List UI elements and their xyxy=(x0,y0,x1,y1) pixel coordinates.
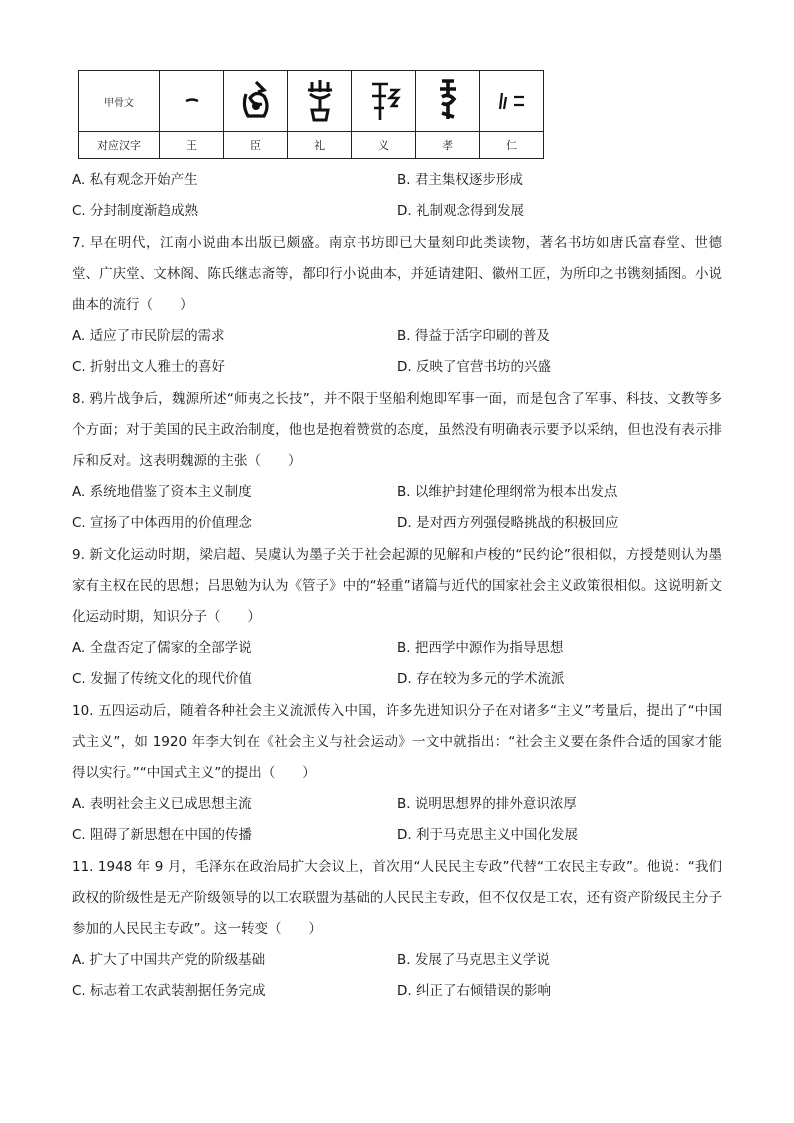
modern-char-row xyxy=(79,132,544,159)
char-cell: 王 xyxy=(160,132,224,159)
row-header-oracle: 甲骨文 xyxy=(79,71,160,132)
char-cell: 孝 xyxy=(416,132,480,159)
option-b: B. 以维护封建伦理纲常为根本出发点 xyxy=(397,484,618,500)
oracle-wang-glyph-icon xyxy=(172,81,212,121)
char-cell: 义 xyxy=(352,132,416,159)
option-c: C. 宣扬了中体西用的价值理念 xyxy=(72,515,253,531)
question-6-options xyxy=(72,165,722,227)
oracle-yi-glyph-icon xyxy=(364,76,404,126)
question-stem: 7. 早在明代，江南小说曲本出版已颇盛。南京书坊即已大量刻印此类读物，著名书坊如唐氏富春堂、世德堂、广庆堂、文林阁、陈氏继志斋等，都印行小说曲本，并延请建阳、徽州工匠，为所印之书镌刻插图。小说曲本的流行（ ） xyxy=(72,235,722,313)
option-c: C. 发掘了传统文化的现代价值 xyxy=(72,671,253,687)
question-10 xyxy=(72,696,722,851)
option-a: A. 全盘否定了儒家的全部学说 xyxy=(72,640,252,656)
question-stem: 9. 新文化运动时期，梁启超、吴虞认为墨子关于社会起源的见解和卢梭的“民约论”很相似，方授楚则认为墨家有主权在民的思想；吕思勉为认为《管子》中的“轻重”诸篇与近代的国家社会主义政策很相似。这说明新文化运动时期，知识分子（ ） xyxy=(72,547,722,625)
question-stem: 10. 五四运动后，随着各种社会主义流派传入中国，许多先进知识分子在对诸多“主义”考量后，提出了“中国式主义”，如 1920 年李大钊在《社会主义与社会运动》一文中就指出：“社会主义要在条件合适的国家才能得以实行。”“中国式主义”的提出（ ） xyxy=(72,703,722,781)
question-11 xyxy=(72,852,722,1007)
option-b: B. 得益于活字印刷的普及 xyxy=(397,328,550,344)
char-cell: 仁 xyxy=(480,132,544,159)
oracle-glyph-row xyxy=(79,71,544,132)
option-d: D. 利于马克思主义中国化发展 xyxy=(397,827,578,843)
question-9 xyxy=(72,540,722,695)
question-8 xyxy=(72,384,722,539)
question-stem: 11. 1948 年 9 月，毛泽东在政治局扩大会议上，首次用“人民民主专政”代替“工农民主专政”。他说：“我们政权的阶级性是无产阶级领导的以工农联盟为基础的人民民主专政，但不仅仅是工农，还有资产阶级民主分子参加的人民民主专政”。这一转变（ ） xyxy=(72,859,722,937)
option-a: A. 系统地借鉴了资本主义制度 xyxy=(72,484,252,500)
oracle-li-glyph-icon xyxy=(300,76,340,126)
option-d: D. 存在较为多元的学术流派 xyxy=(397,671,565,687)
option-c: C. 阻碍了新思想在中国的传播 xyxy=(72,827,253,843)
option-b: B. 君主集权逐步形成 xyxy=(397,172,523,188)
option-b: B. 说明思想界的排外意识浓厚 xyxy=(397,796,577,812)
option-d: D. 反映了官营书坊的兴盛 xyxy=(397,359,551,375)
option-a: A. 表明社会主义已成思想主流 xyxy=(72,796,252,812)
oracle-ren-glyph-icon xyxy=(492,81,532,121)
option-d: D. 纠正了右倾错误的影响 xyxy=(397,983,551,999)
char-cell: 礼 xyxy=(288,132,352,159)
option-d: D. 礼制观念得到发展 xyxy=(397,203,524,219)
option-d: D. 是对西方列强侵略挑战的积极回应 xyxy=(397,515,619,531)
option-c: C. 标志着工农武装割据任务完成 xyxy=(72,983,266,999)
oracle-xiao-glyph-icon xyxy=(428,75,468,127)
option-a: A. 适应了市民阶层的需求 xyxy=(72,328,225,344)
option-c: C. 分封制度渐趋成熟 xyxy=(72,203,199,219)
char-cell: 臣 xyxy=(224,132,288,159)
option-b: B. 把西学中源作为指导思想 xyxy=(397,640,564,656)
question-stem: 8. 鸦片战争后，魏源所述“师夷之长技”，并不限于坚船利炮即军事一面，而是包含了军事、科技、文教等多个方面；对于美国的民主政治制度，他也是抱着赞赏的态度，虽然没有明确表示要予以采纳，但也没有表示排斥和反对。这表明魏源的主张（ ） xyxy=(72,391,722,469)
option-a: A. 扩大了中国共产党的阶级基础 xyxy=(72,952,266,968)
option-c: C. 折射出文人雅士的喜好 xyxy=(72,359,226,375)
oracle-chen-glyph-icon xyxy=(236,76,276,126)
option-b: B. 发展了马克思主义学说 xyxy=(397,952,550,968)
question-7 xyxy=(72,228,722,383)
oracle-bone-table xyxy=(78,70,544,159)
option-a: A. 私有观念开始产生 xyxy=(72,172,198,188)
row-header-modern: 对应汉字 xyxy=(79,132,160,159)
